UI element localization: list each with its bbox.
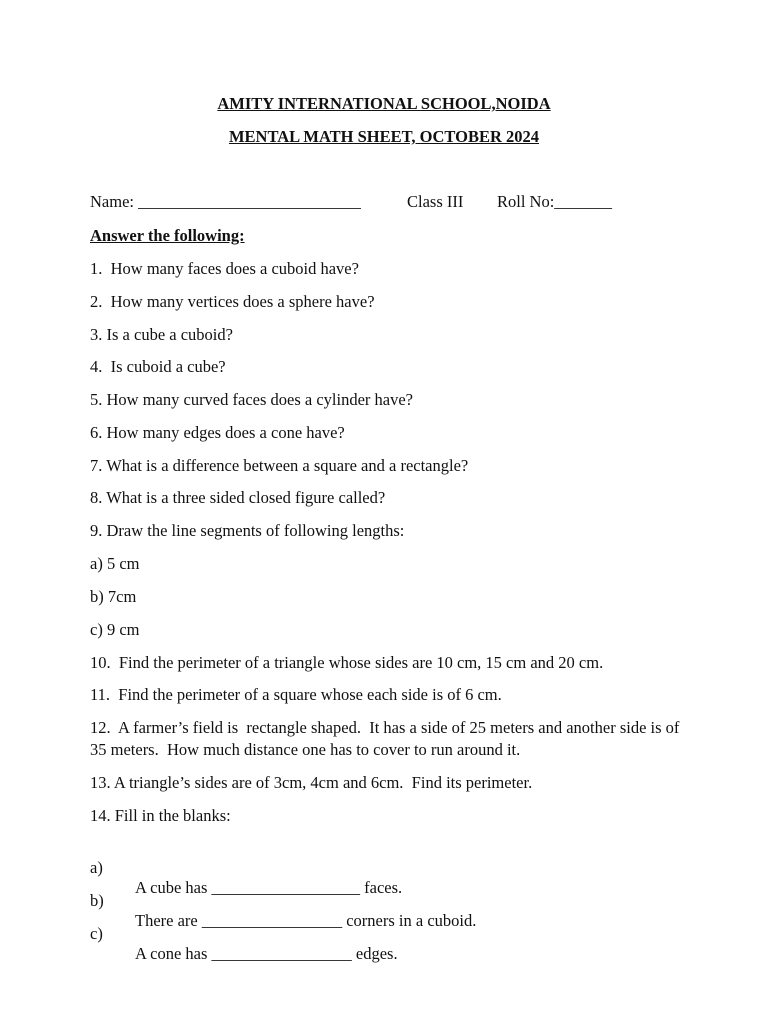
question-9c: c) 9 cm xyxy=(90,620,140,639)
question-5: 5. How many curved faces does a cylinder have? xyxy=(90,390,413,409)
question-3: 3. Is a cube a cuboid? xyxy=(90,325,233,344)
question-12: 12. A farmer’s field is rectangle shaped. It has a side of 25 meters and another side is of 35 meters. How much distance one has to cover to run around it. xyxy=(90,718,684,759)
question-14: 14. Fill in the blanks: xyxy=(90,806,231,825)
question-13: 13. A triangle’s sides are of 3cm, 4cm and 6cm. Find its perimeter. xyxy=(90,773,533,792)
blank-text: There are _________________ corners in a cuboid. xyxy=(135,911,477,930)
class-label: Class III xyxy=(407,192,464,211)
blank-text: A cube has __________________ faces. xyxy=(135,878,403,897)
question-11: 11. Find the perimeter of a square whose each side is of 6 cm. xyxy=(90,685,502,704)
roll-no-field: Roll No:_______ xyxy=(497,192,613,211)
question-4: 4. Is cuboid a cube? xyxy=(90,357,226,376)
question-7: 7. What is a difference between a square and a rectangle? xyxy=(90,456,469,475)
name-field: Name: ___________________________ xyxy=(90,192,361,211)
question-9a: a) 5 cm xyxy=(90,554,140,573)
school-title: AMITY INTERNATIONAL SCHOOL,NOIDA xyxy=(217,94,551,113)
question-8: 8. What is a three sided closed figure called? xyxy=(90,488,386,507)
sheet-title: MENTAL MATH SHEET, OCTOBER 2024 xyxy=(228,127,540,146)
question-6: 6. How many edges does a cone have? xyxy=(90,423,345,442)
blank-label: b) xyxy=(90,891,104,910)
blank-label: a) xyxy=(90,858,103,877)
instruction-heading: Answer the following: xyxy=(90,226,245,245)
question-9b: b) 7cm xyxy=(90,587,137,606)
blank-label: c) xyxy=(90,924,103,943)
question-10: 10. Find the perimeter of a triangle whose sides are 10 cm, 15 cm and 20 cm. xyxy=(90,653,604,672)
question-9: 9. Draw the line segments of following lengths: xyxy=(90,521,405,540)
question-2: 2. How many vertices does a sphere have? xyxy=(90,292,375,311)
question-1: 1. How many faces does a cuboid have? xyxy=(90,259,359,278)
blank-text: A cone has _________________ edges. xyxy=(135,944,398,963)
